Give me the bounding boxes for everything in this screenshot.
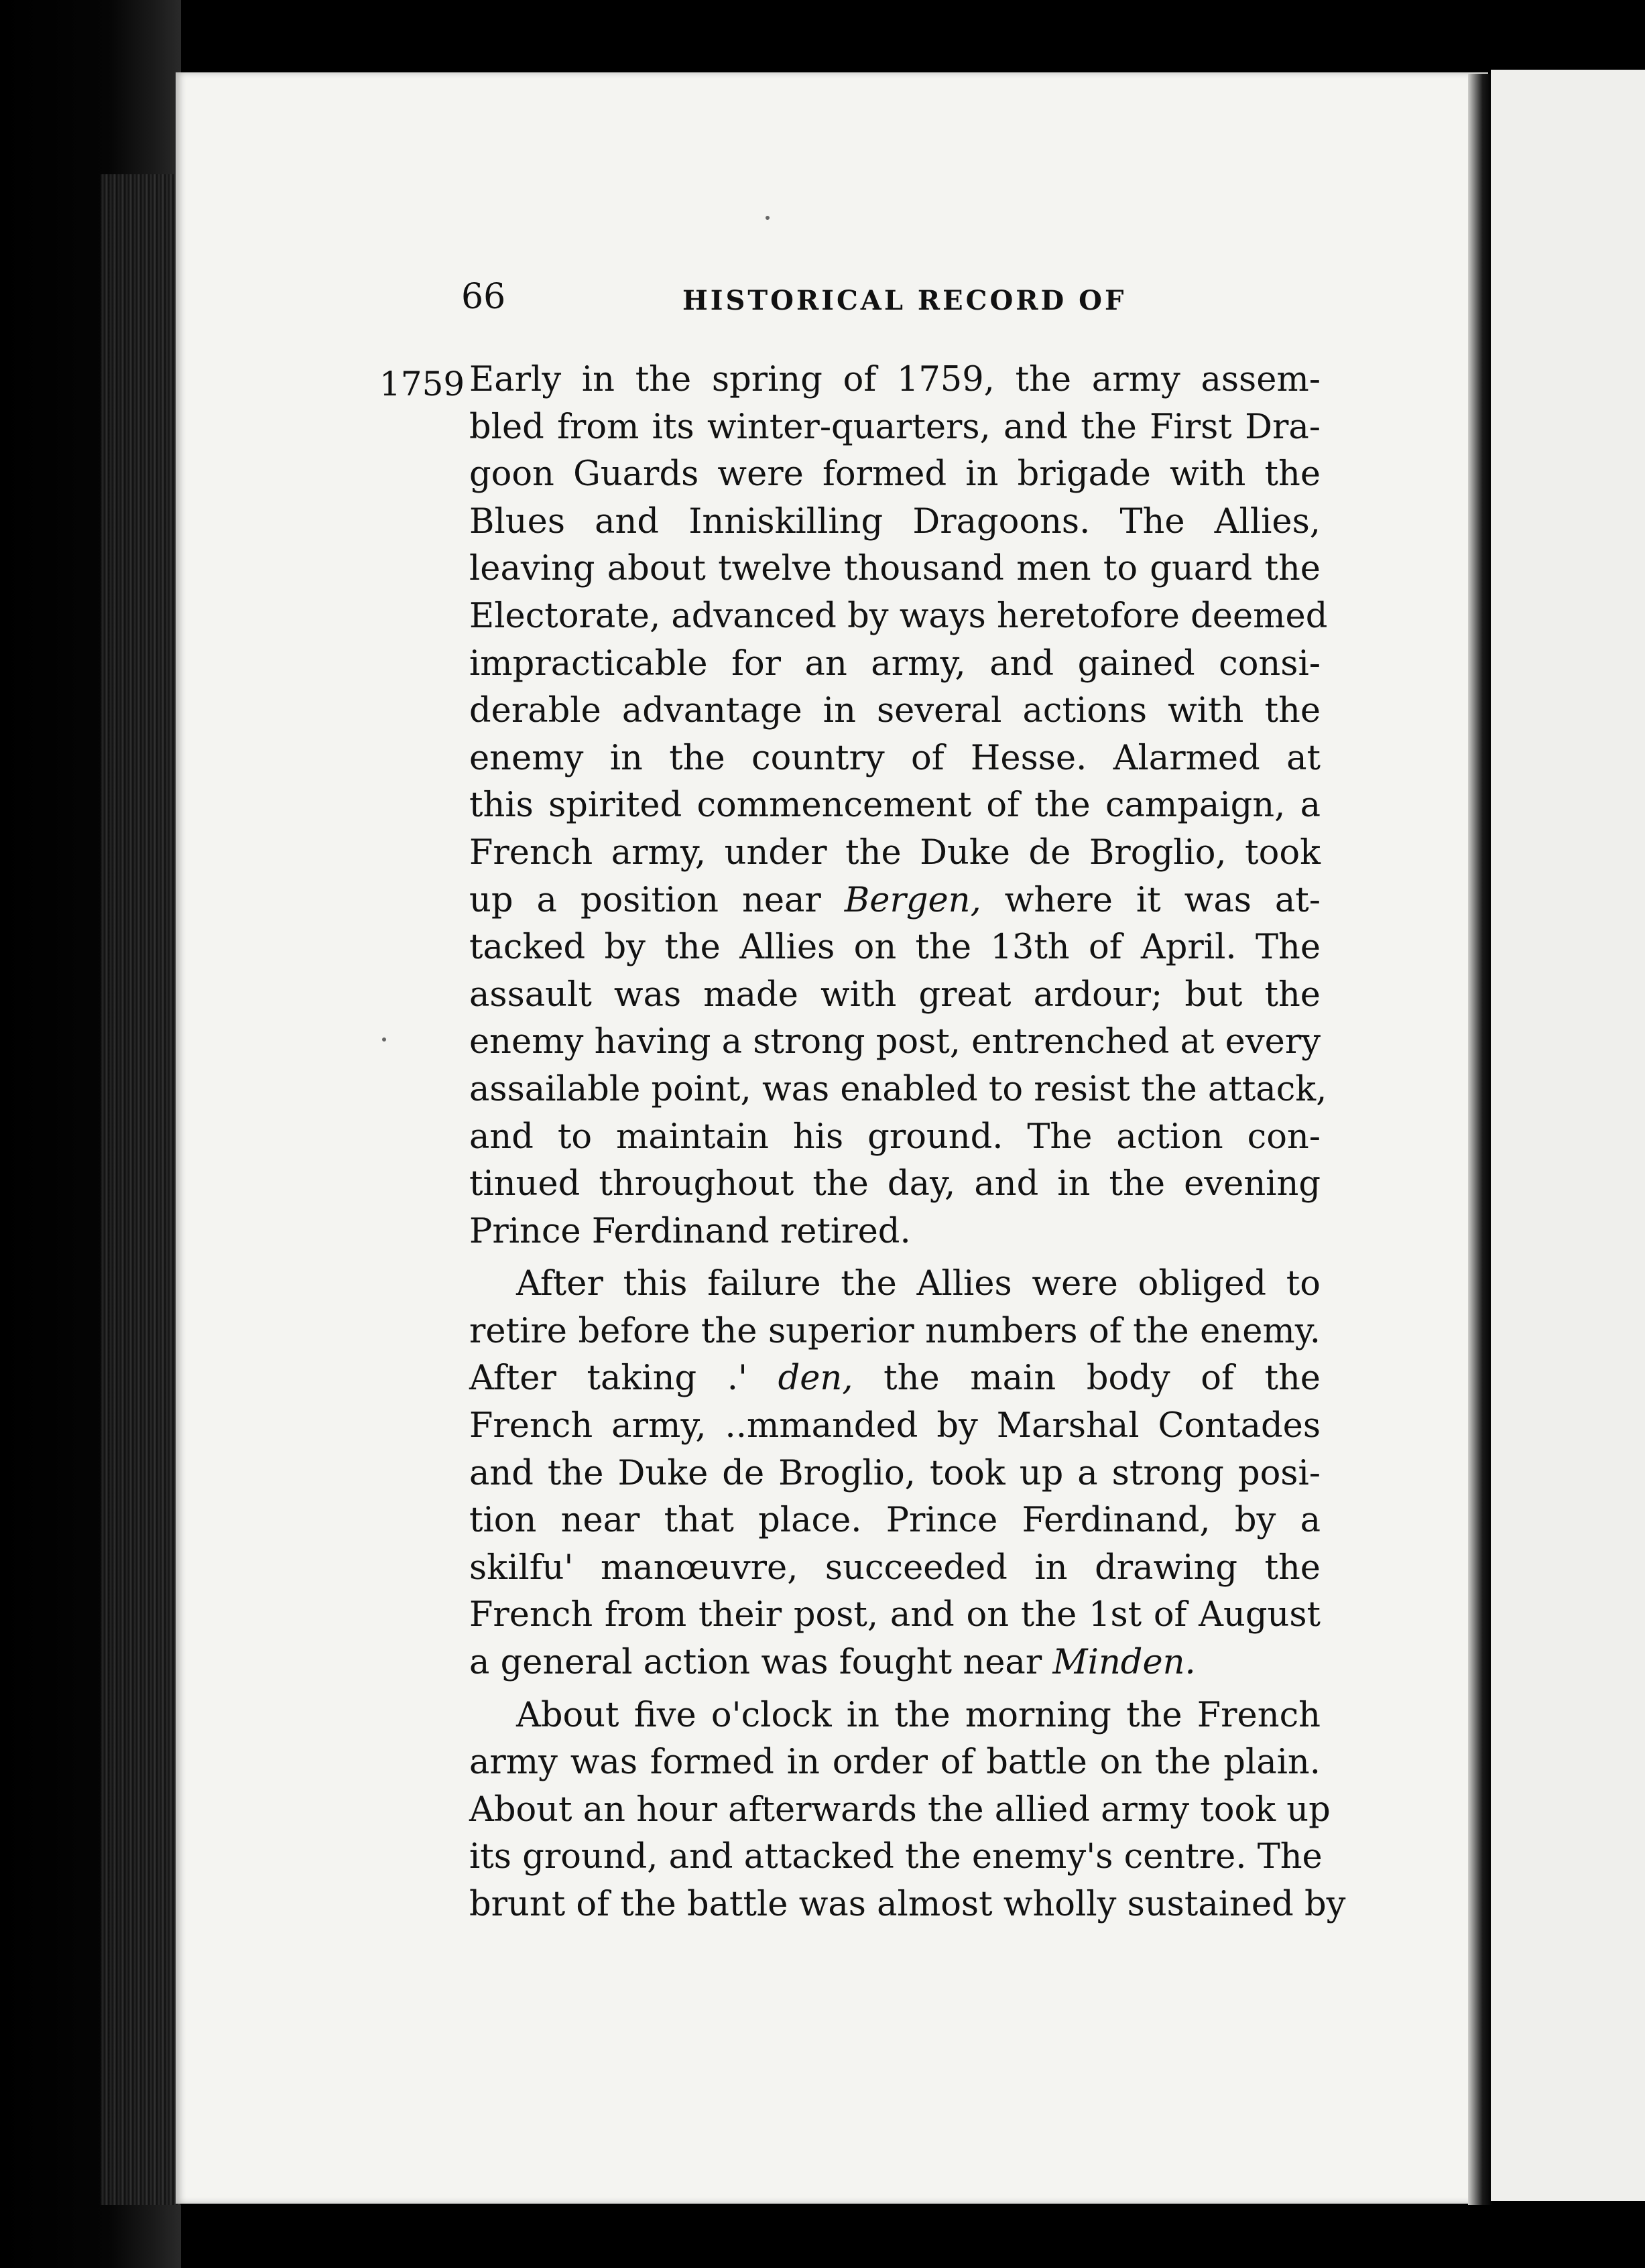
line-text: French army, ..mmanded by Marshal Contades — [469, 1406, 1321, 1446]
line-text: French army, under the Duke de Broglio, took — [469, 832, 1321, 873]
line-text: leaving about twelve thousand men to guard the — [469, 549, 1321, 589]
line-text: Electorate, advanced by ways heretofore deemed — [469, 596, 1328, 636]
text-line — [469, 1497, 1321, 1545]
facing-page-edge — [1491, 70, 1645, 2201]
paragraph-gap — [469, 1687, 1321, 1692]
text-line — [469, 1639, 1321, 1687]
text-line — [469, 688, 1321, 735]
line-text: a general action was fought near — [469, 1643, 1053, 1683]
page-edges — [101, 174, 181, 2205]
line-text: tacked by the Allies on the 13th of April. The — [469, 928, 1321, 968]
text-line — [469, 1161, 1321, 1208]
text-line — [469, 1787, 1331, 1834]
text-line — [469, 877, 1321, 925]
text-line — [469, 404, 1321, 452]
line-text: bled from its winter-quarters, and the First Dra- — [469, 407, 1321, 447]
text-line — [469, 1592, 1321, 1639]
text-line — [469, 357, 1321, 404]
line-text: and the Duke de Broglio, took up a strong posi- — [469, 1453, 1321, 1493]
text-line — [469, 1114, 1321, 1161]
running-head — [461, 273, 1319, 320]
line-text: French from their post, and on the 1st of August — [469, 1595, 1321, 1635]
text-line — [469, 972, 1321, 1019]
line-text: assault was made with great ardour; but the — [469, 974, 1321, 1015]
line-text: and to maintain his ground. The action con- — [469, 1117, 1321, 1157]
line-text: After taking .' — [469, 1359, 778, 1399]
text-line — [469, 1739, 1321, 1787]
line-text: impracticable for an army, and gained consi- — [469, 643, 1321, 684]
line-text: enemy in the country of Hesse. Alarmed at — [469, 738, 1321, 778]
page-number: 66 — [461, 277, 506, 317]
line-text: its ground, and attacked the enemy's centre. The — [469, 1837, 1323, 1877]
text-line — [469, 546, 1321, 593]
line-text: enemy having a strong post, entrenched at every — [469, 1022, 1321, 1062]
text-line — [469, 830, 1321, 877]
text-line — [469, 1692, 1321, 1740]
line-text: up a position near — [469, 880, 845, 920]
text-line — [469, 1545, 1321, 1592]
italic-place-name: den, — [778, 1359, 853, 1399]
page-gutter — [1468, 74, 1492, 2205]
body-text — [469, 357, 1346, 1929]
paragraph-gap — [469, 1255, 1321, 1261]
line-text: After this failure the Allies were obliged to — [516, 1264, 1321, 1304]
italic-place-name: Minden. — [1052, 1643, 1196, 1683]
page-header: HISTORICAL RECORD OF — [682, 285, 1127, 316]
text-line — [469, 1066, 1327, 1114]
paper-speck — [382, 1037, 386, 1042]
text-line — [469, 924, 1321, 972]
line-text: army was formed in order of battle on the plain. — [469, 1743, 1321, 1783]
line-text: tion near that place. Prince Ferdinand, by a — [469, 1501, 1321, 1541]
line-text: brunt of the battle was almost wholly sustained by — [469, 1885, 1346, 1924]
margin-year: 1759 — [379, 365, 465, 403]
line-text: where it was at- — [981, 880, 1321, 920]
text-line — [469, 1261, 1321, 1308]
text-line — [469, 1450, 1321, 1498]
line-text: tinued throughout the day, and in the evening — [469, 1164, 1321, 1204]
line-text: About an hour afterwards the allied army took up — [469, 1789, 1331, 1830]
text-line — [469, 1308, 1321, 1356]
text-line — [469, 641, 1321, 688]
text-line — [469, 1403, 1321, 1450]
text-line — [469, 499, 1321, 546]
text-line — [469, 451, 1321, 499]
line-text: Early in the spring of 1759, the army assem- — [469, 360, 1321, 399]
italic-place-name: Bergen, — [844, 880, 981, 920]
line-text: this spirited commencement of the campaign, a — [469, 785, 1321, 826]
line-text: retire before the superior numbers of the enemy. — [469, 1311, 1321, 1351]
line-text: derable advantage in several actions with the — [469, 691, 1321, 731]
text-line — [469, 593, 1328, 641]
line-text: About five o'clock in the morning the French — [516, 1695, 1321, 1735]
line-text: Blues and Inniskilling Dragoons. The Allies, — [469, 501, 1321, 542]
text-line — [469, 1355, 1321, 1403]
line-text: goon Guards were formed in brigade with the — [469, 454, 1321, 495]
text-line — [469, 735, 1321, 783]
text-line — [469, 1208, 1321, 1256]
text-line — [469, 1834, 1321, 1881]
line-text: the main body of the — [853, 1359, 1321, 1399]
line-text: skilfu' manœuvre, succeeded in drawing the — [469, 1548, 1321, 1588]
line-text: Prince Ferdinand retired. — [469, 1211, 911, 1251]
text-line — [469, 1019, 1321, 1066]
text-line — [469, 782, 1321, 830]
paper-speck — [766, 216, 770, 220]
line-text: assailable point, was enabled to resist the attack, — [469, 1069, 1327, 1109]
text-line — [469, 1881, 1346, 1929]
